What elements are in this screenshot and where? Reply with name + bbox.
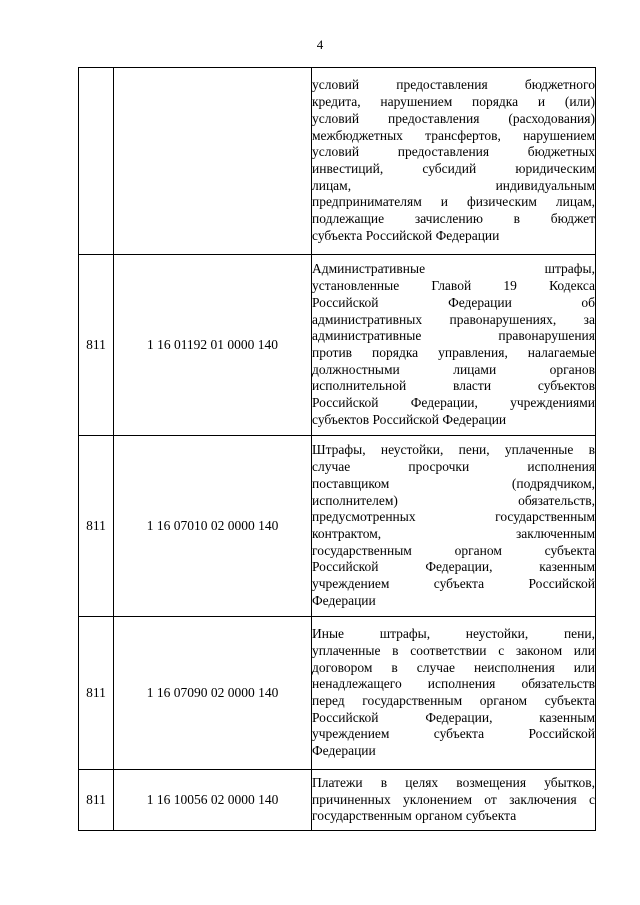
description-line: Российской Федерации, казенным xyxy=(312,559,595,575)
description-cell xyxy=(312,255,596,436)
description-line: субъекта Российской Федерации xyxy=(312,227,500,243)
kbk-code-cell: 1 16 07010 02 0000 140 xyxy=(114,436,312,617)
description-line: условий предоставления бюджетного xyxy=(312,77,595,93)
table-row xyxy=(79,770,596,831)
description-cell xyxy=(312,770,596,831)
description-line: контрактом, заключенным xyxy=(312,526,595,541)
description-line: предпринимателям и физическим лицам, xyxy=(312,194,595,210)
description-line: установленные Главой 19 Кодекса xyxy=(312,278,595,294)
table-row xyxy=(79,617,596,770)
description-line: субъектов Российской Федерации xyxy=(312,411,507,427)
table-row xyxy=(79,436,596,617)
description-text xyxy=(312,626,595,760)
description-cell xyxy=(312,68,596,255)
description-text xyxy=(312,77,595,244)
description-line: перед государственным органом субъекта xyxy=(312,693,595,708)
description-line: кредита, нарушением порядка и (или) xyxy=(312,94,595,110)
description-line: инвестиций, субсидий юридическим xyxy=(312,161,595,176)
revenue-classification-table xyxy=(78,67,596,831)
page-number: 4 xyxy=(316,37,324,52)
admin-code-cell: 811 xyxy=(79,436,114,617)
admin-code-cell xyxy=(79,68,114,255)
kbk-code-cell: 1 16 01192 01 0000 140 xyxy=(114,255,312,436)
description-text xyxy=(312,442,595,609)
description-line: договором в случае неисполнения или xyxy=(312,659,595,675)
description-line: должностными лицами органов xyxy=(312,361,595,377)
description-line: административные правонарушения xyxy=(312,328,595,344)
admin-code-cell: 811 xyxy=(79,617,114,770)
description-line: Штрафы, неустойки, пени, уплаченные в xyxy=(312,442,595,458)
description-line: Российской Федерации, казенным xyxy=(312,709,595,725)
description-line: Федерации xyxy=(312,592,376,608)
kbk-code-cell: 1 16 07090 02 0000 140 xyxy=(114,617,312,770)
description-line: государственным органом субъекта xyxy=(312,808,517,824)
description-line: случае просрочки исполнения xyxy=(312,459,595,475)
description-line: уплаченные в соответствии с законом или xyxy=(312,642,595,658)
description-cell xyxy=(312,617,596,770)
description-line: против порядка управления, налагаемые xyxy=(312,345,595,360)
description-line: поставщиком (подрядчиком, xyxy=(312,475,595,491)
description-line: ненадлежащего исполнения обязательств xyxy=(312,676,595,692)
description-line: причиненных уклонением от заключения с xyxy=(312,791,595,807)
description-line: Федерации xyxy=(312,743,376,759)
admin-code-cell: 811 xyxy=(79,770,114,831)
admin-code-cell: 811 xyxy=(79,255,114,436)
description-line: Российской Федерации об xyxy=(312,294,595,310)
description-line: Административные штрафы, xyxy=(312,261,595,277)
description-line: условий предоставления бюджетных xyxy=(312,144,595,160)
description-line: подлежащие зачислению в бюджет xyxy=(312,211,595,227)
table-row xyxy=(79,255,596,436)
description-line: Иные штрафы, неустойки, пени, xyxy=(312,626,595,642)
description-line: условий предоставления (расходования) xyxy=(312,110,595,126)
description-line: предусмотренных государственным xyxy=(312,509,595,525)
kbk-code-cell xyxy=(114,68,312,255)
description-line: учреждением субъекта Российской xyxy=(312,726,595,742)
description-cell xyxy=(312,436,596,617)
description-line: административных правонарушениях, за xyxy=(312,311,595,327)
table-row xyxy=(79,68,596,255)
description-line: межбюджетных трансфертов, нарушением xyxy=(312,127,595,143)
kbk-code-cell: 1 16 10056 02 0000 140 xyxy=(114,770,312,831)
description-line: исполнительной власти субъектов xyxy=(312,378,595,394)
description-line: исполнителем) обязательств, xyxy=(312,492,595,508)
description-text xyxy=(312,261,595,428)
description-line: государственным органом субъекта xyxy=(312,542,595,558)
description-text xyxy=(312,775,595,825)
description-line: Российской Федерации, учреждениями xyxy=(312,395,595,411)
description-line: лицам, индивидуальным xyxy=(312,177,595,193)
description-line: Платежи в целях возмещения убытков, xyxy=(312,774,595,790)
description-line: учреждением субъекта Российской xyxy=(312,576,595,592)
